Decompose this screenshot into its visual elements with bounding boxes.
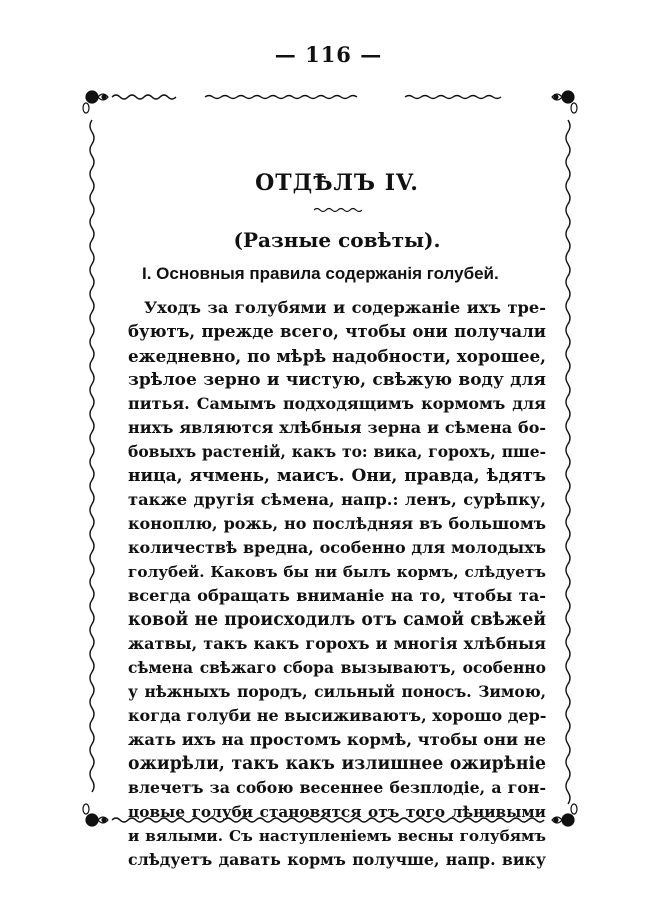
corner-ornament-top-right: [552, 91, 577, 113]
text-line: всегда обращать вниманіе на то, чтобы та-: [128, 586, 546, 605]
text-line: сѣмена свѣжаго сбора вызываютъ, особенно: [128, 658, 546, 677]
text-line: зрѣлое зерно и чистую, свѣжую воду для: [128, 370, 546, 390]
left-wavy-rule: [90, 120, 94, 792]
text-line: бовыхъ растеній, какъ то: вика, горохъ, пше-: [128, 442, 546, 461]
text-line: жатвы, такъ какъ горохъ и многія хлѣбныя: [128, 634, 546, 653]
text-line: жать ихъ на простомъ кормѣ, чтобы они не: [128, 730, 546, 749]
text-line: и вялыми. Съ наступленіемъ весны голубямъ: [128, 827, 546, 845]
text-line: питья. Самымъ подходящимъ кормомъ для: [128, 394, 546, 413]
section-subtitle: (Разные совѣты).: [233, 228, 441, 252]
corner-ornament-bottom-left: [83, 804, 108, 826]
page-content: [128, 170, 546, 872]
section-divider: [312, 206, 362, 214]
text-line: коноплю, рожь, но послѣдняя въ большомъ: [128, 514, 546, 533]
text-line: ница, ячмень, маисъ. Они, правда, ѣдятъ: [128, 466, 546, 486]
right-wavy-rule: [566, 120, 570, 804]
text-line: ковой не происходилъ отъ самой свѣжей: [128, 610, 546, 630]
section-title: ОТДѢЛЪ IV.: [255, 170, 419, 196]
text-line: ежедневно, по мѣрѣ надобности, хорошее,: [128, 346, 546, 366]
text-line: у нѣжныхъ породъ, сильный поносъ. Зимою,: [128, 682, 546, 701]
text-line: цовые голуби становятся отъ того лѣнивыми: [128, 803, 546, 821]
text-line: когда голуби не высиживаютъ, хорошо дер-: [128, 706, 546, 725]
chapter-heading: I. Основныя правила содержанія голубей.: [142, 264, 499, 283]
text-line: буютъ, прежде всего, чтобы они получали: [128, 322, 546, 341]
text-line: ожирѣли, такъ какъ излишнее ожирѣніе: [128, 754, 546, 774]
text-line: слѣдуетъ давать кормъ получше, напр. вику: [128, 850, 546, 869]
text-line: нихъ являются хлѣбныя зерна и сѣмена бо-: [128, 418, 546, 437]
corner-ornament-top-left: [83, 91, 108, 113]
top-wavy-rule: [112, 95, 501, 99]
text-line: влечетъ за собою весеннее безплодіе, а гон-: [128, 778, 546, 797]
text-line: количествѣ вредна, особенно для молодыхъ: [128, 538, 546, 557]
corner-ornament-bottom-right: [552, 804, 577, 826]
text-line: голубей. Каковъ бы ни былъ кормъ, слѣдуетъ: [128, 563, 546, 581]
body-text: [128, 296, 546, 872]
text-line: Уходъ за голубями и содержаніе ихъ тре-: [144, 298, 546, 317]
page-number: — 116 —: [274, 42, 383, 67]
text-line: также другія сѣмена, напр.: ленъ, сурѣпку,: [128, 490, 546, 509]
